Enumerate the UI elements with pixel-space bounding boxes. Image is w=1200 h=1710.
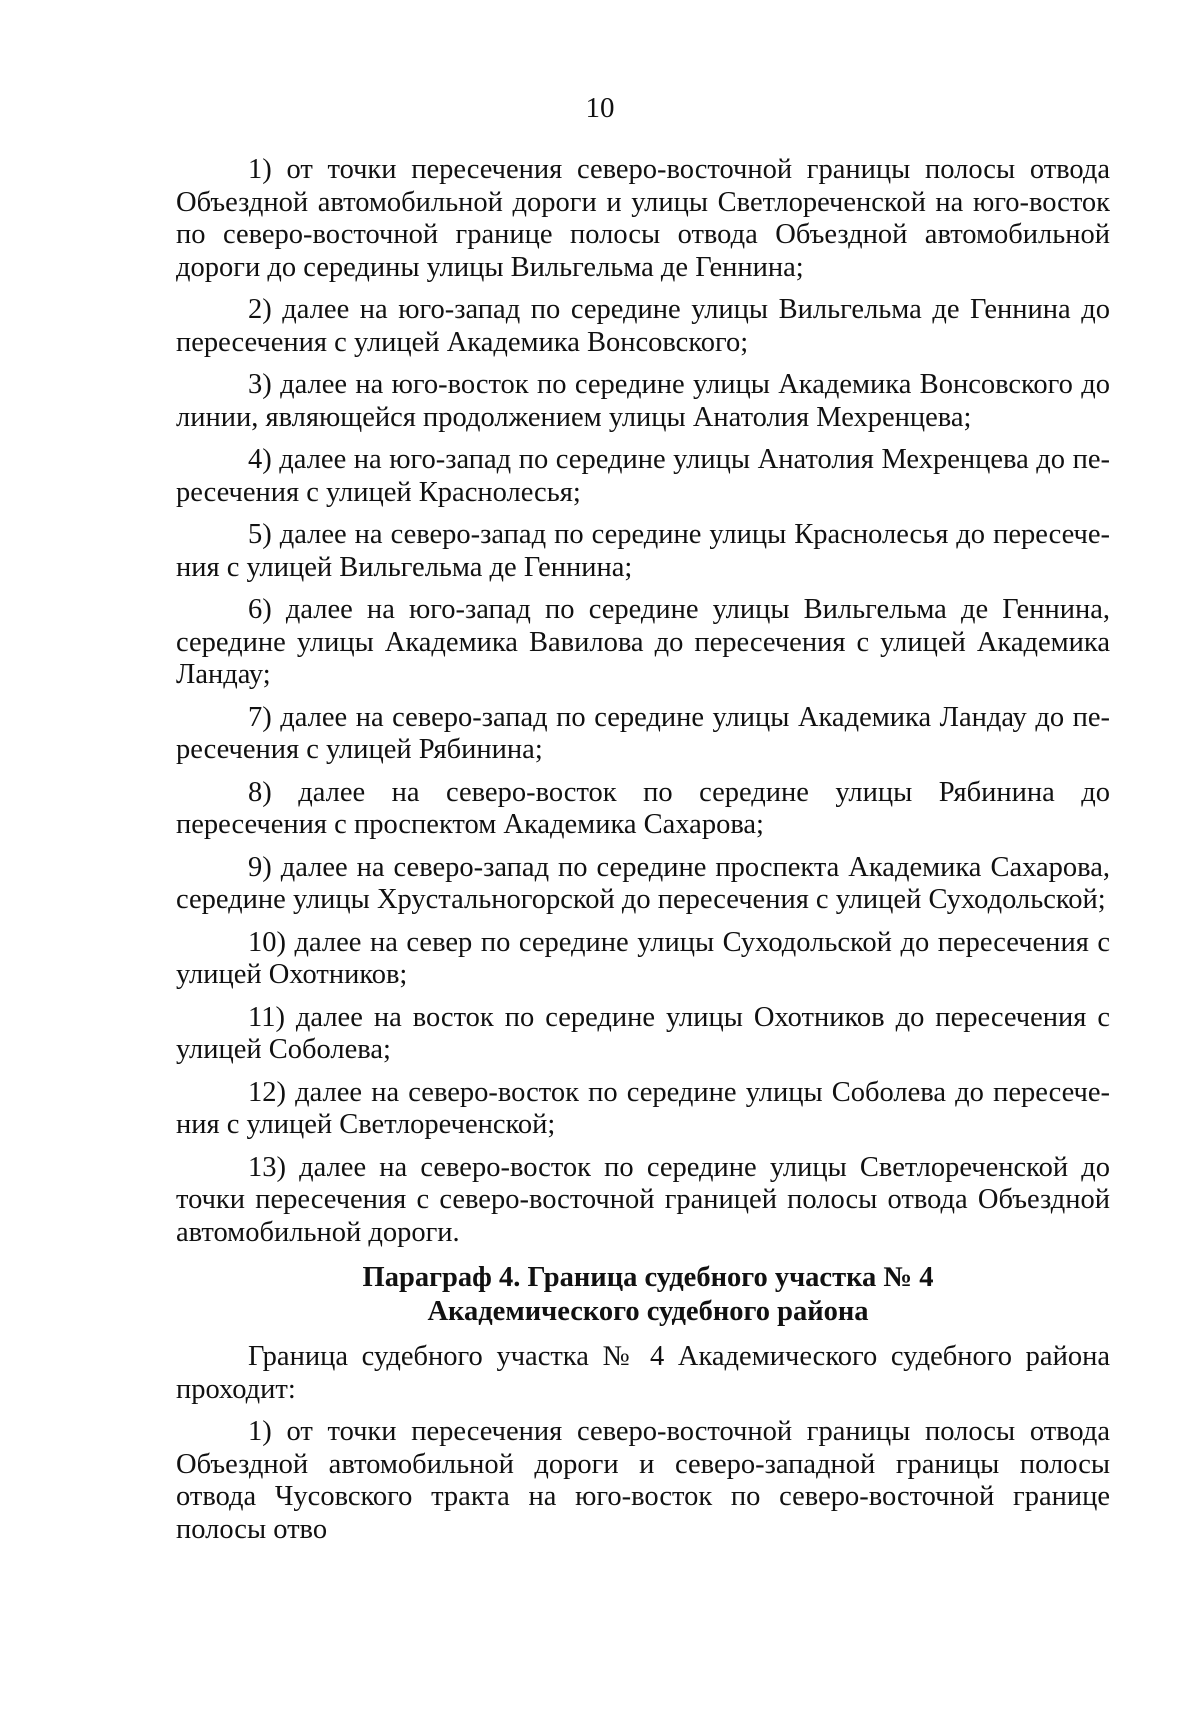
list-item-6: 6) далее на юго-запад по середине улицы Вильгельма де Геннина, середине улицы Академика Вавилова до пересечения с улицей Академика Ландау; bbox=[176, 594, 1110, 690]
list-item-10: 10) далее на север по середине улицы Суходольской до пересечения с улицей Охотников; bbox=[176, 926, 1110, 990]
list-item-11: 11) далее на восток по середине улицы Охотников до пересечения с улицей Соболева; bbox=[176, 1001, 1110, 1065]
section-intro: Граница судебного участка № 4 Академического судебного района проходит: bbox=[176, 1341, 1110, 1405]
page-number: 10 bbox=[585, 92, 615, 124]
list-item-1: 1) от точки пересечения северо-восточной границы полосы отвода Объездной автомобильной дороги и улицы Светлореченской на юго-восток по северо-восточной границе полосы отвода Объездной автомобильной дороги до середины улицы Вильгельма де Геннина; bbox=[176, 154, 1110, 283]
list-item-after-1: 1) от точки пересечения северо-восточной границы полосы отвода Объездной автомобильной дороги и северо-западной границы полосы отвода Чусовского тракта на юго-восток по северо-восточной границе полосы отво bbox=[176, 1416, 1110, 1545]
list-item-4: 4) далее на юго-запад по середине улицы Анатолия Мехренцева до пересечения с улицей Краснолесья; bbox=[176, 444, 1110, 508]
list-item-3: 3) далее на юго-восток по середине улицы Академика Вонсовского до линии, являющейся продолжением улицы Анатолия Мехренцева; bbox=[176, 369, 1110, 433]
document-body bbox=[176, 154, 1110, 1556]
list-item-8: 8) далее на северо-восток по середине улицы Рябинина до пересечения с проспектом Академика Сахарова; bbox=[176, 776, 1110, 840]
list-item-13: 13) далее на северо-восток по середине улицы Светлореченской до точки пересечения с северо-восточной границей полосы отвода Объездной автомобильной дороги. bbox=[176, 1151, 1110, 1248]
list-item-9: 9) далее на северо-запад по середине проспекта Академика Сахарова, середине улицы Хрустальногорской до пересечения с улицей Суходольской; bbox=[176, 851, 1110, 915]
list-item-2: 2) далее на юго-запад по середине улицы Вильгельма де Геннина до пересечения с улицей Академика Вонсовского; bbox=[176, 294, 1110, 358]
section-heading-line-2: Академического судебного района bbox=[427, 1296, 869, 1327]
list-item-12: 12) далее на северо-восток по середине улицы Соболева до пересечения с улицей Светлореченской; bbox=[176, 1076, 1110, 1140]
list-item-5: 5) далее на северо-запад по середине улицы Краснолесья до пересечения с улицей Вильгельма де Геннина; bbox=[176, 519, 1110, 583]
list-item-7: 7) далее на северо-запад по середине улицы Академика Ландау до пересечения с улицей Рябинина; bbox=[176, 701, 1110, 765]
section-heading-line-1: Параграф 4. Граница судебного участка № 4 bbox=[362, 1262, 934, 1293]
section-heading bbox=[176, 1261, 1110, 1329]
